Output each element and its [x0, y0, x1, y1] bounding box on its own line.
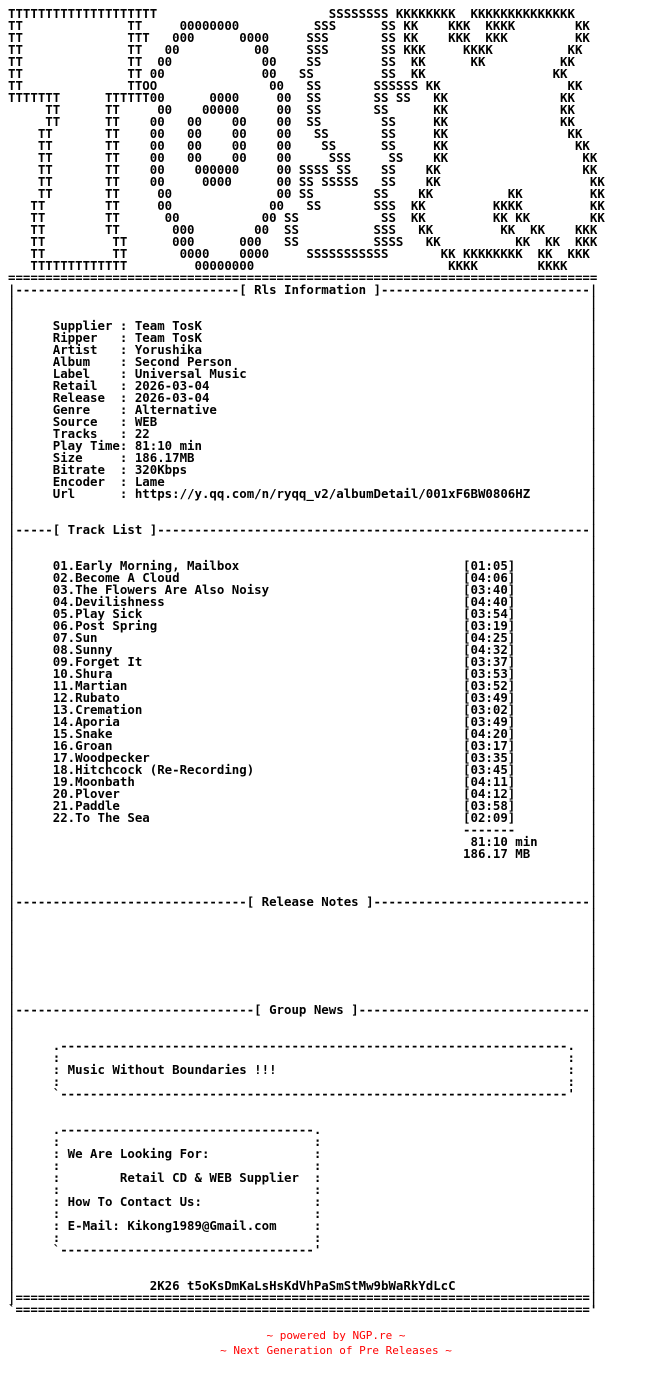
- total-size: | 186.17 MB |: [8, 846, 598, 861]
- release-info-row: | Bitrate : 320Kbps |: [8, 462, 598, 477]
- recruit-box-line: | : : |: [8, 1182, 598, 1197]
- section-header-rls-information: |------------------------------[ Rls Information ]----------------------------|: [8, 282, 598, 297]
- track-row: | 10.Shura [03:53] |: [8, 666, 598, 681]
- blank-line: | |: [8, 930, 598, 945]
- recruit-box-top: | .----------------------------------. |: [8, 1122, 598, 1137]
- blank-line: | |: [8, 918, 598, 933]
- track-row: | 11.Martian [03:52] |: [8, 678, 598, 693]
- track-row: | 17.Woodpecker [03:35] |: [8, 750, 598, 765]
- ascii-logo-line: TT TT 00 00 00 00 SSS SS KK KK: [8, 150, 598, 165]
- recruit-text-line: | : E-Mail: Kikong1989@Gmail.com : |: [8, 1218, 598, 1233]
- track-row: | 15.Snake [04:20] |: [8, 726, 598, 741]
- blank-line: | |: [8, 906, 598, 921]
- ascii-logo-line: TT TT 00 00 SS SS KK KK KK: [8, 54, 575, 69]
- track-row: | 08.Sunny [04:32] |: [8, 642, 598, 657]
- track-row: | 06.Post Spring [03:19] |: [8, 618, 598, 633]
- nfo-footer: [0, 1328, 672, 1358]
- release-info-row: | Source : WEB |: [8, 414, 598, 429]
- track-row: | 02.Become A Cloud [04:06] |: [8, 570, 598, 585]
- ascii-logo-line: TT TT 00 00 SS SS KK KK KK: [8, 186, 605, 201]
- ascii-logo-line: TT TT 00 00 SS SS KK KK KK KK: [8, 210, 605, 225]
- track-row: | 21.Paddle [03:58] |: [8, 798, 598, 813]
- track-row: | 14.Aporia [03:49] |: [8, 714, 598, 729]
- powered-by-line: ~ powered by NGP.re ~: [266, 1329, 406, 1342]
- recruit-box-line: | : : |: [8, 1230, 598, 1245]
- recruit-box-line: | : : |: [8, 1158, 598, 1173]
- ascii-logo-line: TT TTOO 00 SS SSSSSS KK KK: [8, 78, 583, 93]
- section-header-track-list: |-----[ Track List ]----------------------------------------------------------|: [8, 522, 598, 537]
- totals-separator: | ------- |: [8, 822, 598, 837]
- blank-line: | |: [8, 1026, 598, 1041]
- release-info-row: | Retail : 2026-03-04 |: [8, 378, 598, 393]
- blank-line: | |: [8, 1110, 598, 1125]
- ascii-logo-line: TT TT 0000 0000 SSSSSSSSSSS KK KKKKKKKK KK KKK: [8, 246, 590, 261]
- blank-line: | |: [8, 954, 598, 969]
- blank-line: | |: [8, 858, 598, 873]
- recruit-text-line: | : We Are Looking For: : |: [8, 1146, 598, 1161]
- ascii-logo-line: TTTTTTTTTTTTT 00000000 KKKK KKKK: [8, 258, 568, 273]
- ascii-logo-line: TT TT 000 00 SS SSS KK KK KK KKK: [8, 222, 598, 237]
- release-info-row: | Tracks : 22 |: [8, 426, 598, 441]
- ascii-logo-line: TT TT 00000000 SSS SS KK KKK KKKK KK: [8, 18, 590, 33]
- release-info-row: | Url : https://y.qq.com/n/ryqq_v2/albumDetail/001xF6BW0806HZ |: [8, 486, 598, 501]
- blank-line: | |: [8, 1098, 598, 1113]
- blank-line: | |: [8, 882, 598, 897]
- blank-line: | |: [8, 966, 598, 981]
- section-header-release-notes: |-------------------------------[ Release Notes ]-----------------------------|: [8, 894, 598, 909]
- track-row: | 19.Moonbath [04:11] |: [8, 774, 598, 789]
- blank-line: | |: [8, 942, 598, 957]
- nfo-bottom-border: `=============================================================================': [8, 1302, 598, 1317]
- ascii-logo-line: TT TT 00 00000 00 SS SS KK KK: [8, 102, 575, 117]
- release-info-row: | Album : Second Person |: [8, 354, 598, 369]
- release-info-row: | Play Time: 81:10 min |: [8, 438, 598, 453]
- release-info-row: | Encoder : Lame |: [8, 474, 598, 489]
- release-info-row: | Release : 2026-03-04 |: [8, 390, 598, 405]
- recruit-text-line: | : Retail CD & WEB Supplier : |: [8, 1170, 598, 1185]
- ascii-logo-line: ===============================================================================: [8, 270, 598, 285]
- track-row: | 22.To The Sea [02:09] |: [8, 810, 598, 825]
- release-info-row: | Supplier : Team TosK |: [8, 318, 598, 333]
- track-row: | 03.The Flowers Are Also Noisy [03:40] |: [8, 582, 598, 597]
- ascii-logo-line: TTTTTTTTTTTTTTTTTTTT SSSSSSSS KKKKKKKK KKKKKKKKKKKKKK: [8, 6, 575, 21]
- blank-line: | |: [8, 510, 598, 525]
- ascii-logo-line: TT TT 00 00 00 00 SS SS KK KK: [8, 126, 583, 141]
- track-row: | 18.Hitchcock (Re-Recording) [03:45] |: [8, 762, 598, 777]
- release-info-row: | Artist : Yorushika |: [8, 342, 598, 357]
- blank-line: | |: [8, 546, 598, 561]
- ascii-logo-line: TT TTT 000 0000 SSS SS KK KKK KKK KK: [8, 30, 590, 45]
- slogan-box-line: | : : |: [8, 1074, 598, 1089]
- ascii-logo-line: TT TT 00 0000 00 SS SSSSS SS KK KK: [8, 174, 605, 189]
- release-info-row: | Label : Universal Music |: [8, 366, 598, 381]
- track-row: | 12.Rubato [03:49] |: [8, 690, 598, 705]
- release-info-row: | Ripper : Team TosK |: [8, 330, 598, 345]
- ascii-logo-line: TT TT 00 00 00 00 SS SS KK KK: [8, 138, 590, 153]
- ascii-logo-line: TT TT 000 000 SS SSSS KK KK KK KKK: [8, 234, 598, 249]
- blank-line: | |: [8, 534, 598, 549]
- ascii-logo-line: TT TT 00 000000 00 SSSS SS SS KK KK: [8, 162, 598, 177]
- recruit-box-line: | : : |: [8, 1134, 598, 1149]
- track-row: | 07.Sun [04:25] |: [8, 630, 598, 645]
- slogan-box-bottom: | `--------------------------------------------------------------------' |: [8, 1086, 598, 1101]
- slogan-box-top: | .--------------------------------------------------------------------. |: [8, 1038, 598, 1053]
- blank-line: | |: [8, 1266, 598, 1281]
- blank-line: | |: [8, 978, 598, 993]
- ascii-logo-line: TT TT 00 00 00 00 SS SS KK KK: [8, 114, 575, 129]
- ascii-logo-line: TTTTTTT TTTTTT00 0000 00 SS SS SS KK KK: [8, 90, 575, 105]
- release-info-row: | Size : 186.17MB |: [8, 450, 598, 465]
- slogan-box-line: | : : |: [8, 1050, 598, 1065]
- blank-line: | |: [8, 1254, 598, 1269]
- blank-line: | |: [8, 1014, 598, 1029]
- track-row: | 05.Play Sick [03:54] |: [8, 606, 598, 621]
- tagline-line: ~ Next Generation of Pre Releases ~: [220, 1344, 452, 1357]
- track-row: | 09.Forget It [03:37] |: [8, 654, 598, 669]
- total-play-time: | 81:10 min |: [8, 834, 598, 849]
- blank-line: | |: [8, 306, 598, 321]
- recruit-box-bottom: | `----------------------------------' |: [8, 1242, 598, 1257]
- blank-line: | |: [8, 870, 598, 885]
- track-row: | 04.Devilishness [04:40] |: [8, 594, 598, 609]
- blank-line: | |: [8, 498, 598, 513]
- ascii-logo-line: TT TT 00 00 SS SSS KK KKKK KK: [8, 198, 605, 213]
- track-row: | 20.Plover [04:12] |: [8, 786, 598, 801]
- closing-signature: | 2K26 t5oKsDmKaLsHsKdVhPaSmStMw9bWaRkYdLcC |: [8, 1278, 598, 1293]
- ascii-logo-line: TT TT 00 00 SSS SS KKK KKKK KK: [8, 42, 583, 57]
- release-info-row: | Genre : Alternative |: [8, 402, 598, 417]
- group-slogan: | : Music Without Boundaries !!! : |: [8, 1062, 598, 1077]
- track-row: | 16.Groan [03:17] |: [8, 738, 598, 753]
- section-header-group-news: |--------------------------------[ Group News ]-------------------------------|: [8, 1002, 598, 1017]
- recruit-text-line: | : How To Contact Us: : |: [8, 1194, 598, 1209]
- recruit-box-line: | : : |: [8, 1206, 598, 1221]
- box-bottom-border: |=============================================================================|: [8, 1290, 598, 1305]
- nfo-text-block: [8, 8, 605, 1316]
- blank-line: | |: [8, 294, 598, 309]
- ascii-logo-line: TT TT 00 00 SS SS KK KK: [8, 66, 568, 81]
- blank-line: | |: [8, 990, 598, 1005]
- track-row: | 13.Cremation [03:02] |: [8, 702, 598, 717]
- track-row: | 01.Early Morning, Mailbox [01:05] |: [8, 558, 598, 573]
